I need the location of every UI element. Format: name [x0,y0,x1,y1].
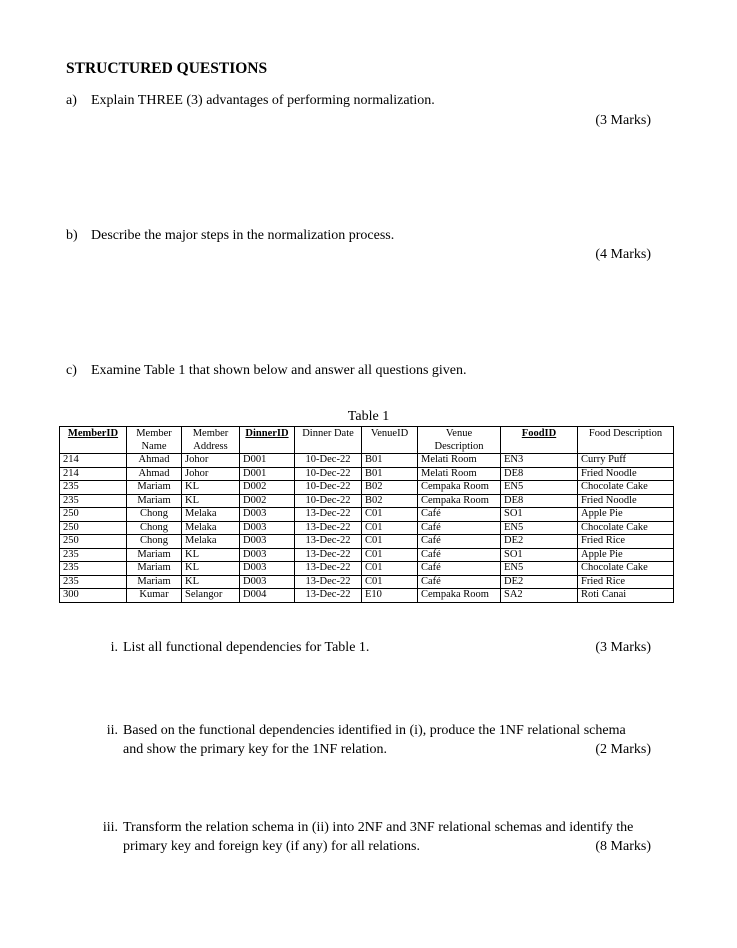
table-cell: Chong [127,521,182,535]
table-cell: D001 [240,467,295,481]
question-a-marks: (3 Marks) [595,113,651,128]
table-cell: 250 [60,535,127,549]
table-cell: Chocolate Cake [578,481,674,495]
sub-iii-label: iii. [102,820,118,835]
table-cell: D003 [240,575,295,589]
table-cell: 13-Dec-22 [295,562,362,576]
table-row [60,494,674,508]
table-cell: Café [418,575,501,589]
table-cell: 235 [60,481,127,495]
question-b-text: Describe the major steps in the normalization process. [91,228,395,243]
table-cell: Fried Noodle [578,494,674,508]
table-row [60,508,674,522]
header-food-description: Food Description [578,427,674,454]
header-memberid: MemberID [60,427,127,454]
table-cell: KL [182,548,240,562]
table-row [60,535,674,549]
table-cell: DE2 [501,575,578,589]
table-cell: 235 [60,494,127,508]
question-a-label: a) [66,93,77,108]
header-venueid: VenueID [362,427,418,454]
table-cell: 214 [60,467,127,481]
sub-iii-marks: (8 Marks) [595,839,651,854]
table-cell: C01 [362,575,418,589]
header-member-address: Member Address [182,427,240,454]
table-cell: Café [418,562,501,576]
sub-i-label: i. [110,640,118,655]
table-cell: Ahmad [127,454,182,468]
table-cell: Ahmad [127,467,182,481]
table-cell: 250 [60,521,127,535]
table-row [60,467,674,481]
table-cell: Johor [182,467,240,481]
sub-iii-line1: Transform the relation schema in (ii) into 2NF and 3NF relational schemas and identify the [123,820,634,835]
header-venue-description: Venue Description [418,427,501,454]
sub-ii-label: ii. [106,723,118,738]
question-b-label: b) [66,228,78,243]
table-cell: Melaka [182,521,240,535]
table-cell: Apple Pie [578,508,674,522]
table-cell: Cempaka Room [418,481,501,495]
table-cell: D003 [240,521,295,535]
header-foodid: FoodID [501,427,578,454]
table-cell: SO1 [501,548,578,562]
question-b-marks: (4 Marks) [595,247,651,262]
sub-ii-marks: (2 Marks) [595,742,651,757]
table-cell: Fried Noodle [578,467,674,481]
table-cell: D002 [240,481,295,495]
sub-ii-line2: and show the primary key for the 1NF relation. [123,742,387,757]
table-cell: EN5 [501,562,578,576]
table-cell: 235 [60,562,127,576]
table-cell: D003 [240,562,295,576]
table-cell: B01 [362,454,418,468]
table-cell: EN5 [501,481,578,495]
question-c-text: Examine Table 1 that shown below and answer all questions given. [91,363,467,378]
table-cell: 235 [60,548,127,562]
sub-ii-line1: Based on the functional dependencies identified in (i), produce the 1NF relational schema [123,723,626,738]
table-cell: Café [418,535,501,549]
table-cell: 13-Dec-22 [295,548,362,562]
table-cell: C01 [362,548,418,562]
table-header-row [60,427,674,454]
table-row [60,575,674,589]
table-cell: C01 [362,521,418,535]
table-cell: C01 [362,535,418,549]
table-row [60,521,674,535]
section-heading: STRUCTURED QUESTIONS [66,60,268,77]
table-cell: 300 [60,589,127,603]
table-cell: Roti Canai [578,589,674,603]
table-cell: D003 [240,535,295,549]
table-cell: D003 [240,508,295,522]
table-1 [59,426,674,603]
table-cell: 10-Dec-22 [295,481,362,495]
table-cell: Fried Rice [578,535,674,549]
table-cell: Mariam [127,562,182,576]
header-member-name: Member Name [127,427,182,454]
table-cell: KL [182,494,240,508]
table-cell: Melaka [182,535,240,549]
table-cell: Café [418,521,501,535]
question-c-label: c) [66,363,77,378]
table-cell: 13-Dec-22 [295,521,362,535]
table-cell: 13-Dec-22 [295,508,362,522]
table-cell: Cempaka Room [418,494,501,508]
table-cell: Mariam [127,575,182,589]
table-cell: Chocolate Cake [578,562,674,576]
table-cell: Apple Pie [578,548,674,562]
table-cell: 13-Dec-22 [295,575,362,589]
header-dinnerid: DinnerID [240,427,295,454]
table-cell: Café [418,548,501,562]
table-cell: KL [182,575,240,589]
table-cell: C01 [362,562,418,576]
table-cell: B01 [362,467,418,481]
table-cell: EN5 [501,521,578,535]
table-row [60,548,674,562]
header-dinner-date: Dinner Date [295,427,362,454]
table-cell: 214 [60,454,127,468]
table-cell: Chong [127,508,182,522]
table-cell: Kumar [127,589,182,603]
table-cell: Cempaka Room [418,589,501,603]
table-cell: D002 [240,494,295,508]
table-cell: Fried Rice [578,575,674,589]
table-cell: KL [182,481,240,495]
table-cell: Melati Room [418,454,501,468]
table-cell: 235 [60,575,127,589]
table-cell: DE2 [501,535,578,549]
sub-iii-line2: primary key and foreign key (if any) for all relations. [123,839,421,854]
table-cell: Mariam [127,548,182,562]
table-cell: 13-Dec-22 [295,535,362,549]
table-cell: B02 [362,494,418,508]
table-cell: SA2 [501,589,578,603]
table-cell: DE8 [501,467,578,481]
table-cell: Johor [182,454,240,468]
table-cell: Mariam [127,494,182,508]
sub-i-marks: (3 Marks) [595,640,651,655]
table-cell: C01 [362,508,418,522]
table-cell: Chocolate Cake [578,521,674,535]
table-row [60,481,674,495]
table-caption: Table 1 [347,409,390,424]
table-cell: Curry Puff [578,454,674,468]
table-cell: DE8 [501,494,578,508]
table-cell: Melaka [182,508,240,522]
table-row [60,562,674,576]
table-cell: 10-Dec-22 [295,494,362,508]
table-cell: KL [182,562,240,576]
table-cell: EN3 [501,454,578,468]
table-cell: 13-Dec-22 [295,589,362,603]
sub-i-text: List all functional dependencies for Table 1. [123,640,370,655]
table-row [60,454,674,468]
table-cell: D004 [240,589,295,603]
question-a-text: Explain THREE (3) advantages of performing normalization. [91,93,435,108]
table-cell: D003 [240,548,295,562]
table-cell: D001 [240,454,295,468]
table-cell: SO1 [501,508,578,522]
table-cell: Café [418,508,501,522]
table-cell: 250 [60,508,127,522]
table-cell: Selangor [182,589,240,603]
table-cell: Melati Room [418,467,501,481]
table-cell: E10 [362,589,418,603]
table-row [60,589,674,603]
table-cell: Mariam [127,481,182,495]
table-cell: B02 [362,481,418,495]
table-cell: 10-Dec-22 [295,454,362,468]
table-cell: Chong [127,535,182,549]
table-cell: 10-Dec-22 [295,467,362,481]
